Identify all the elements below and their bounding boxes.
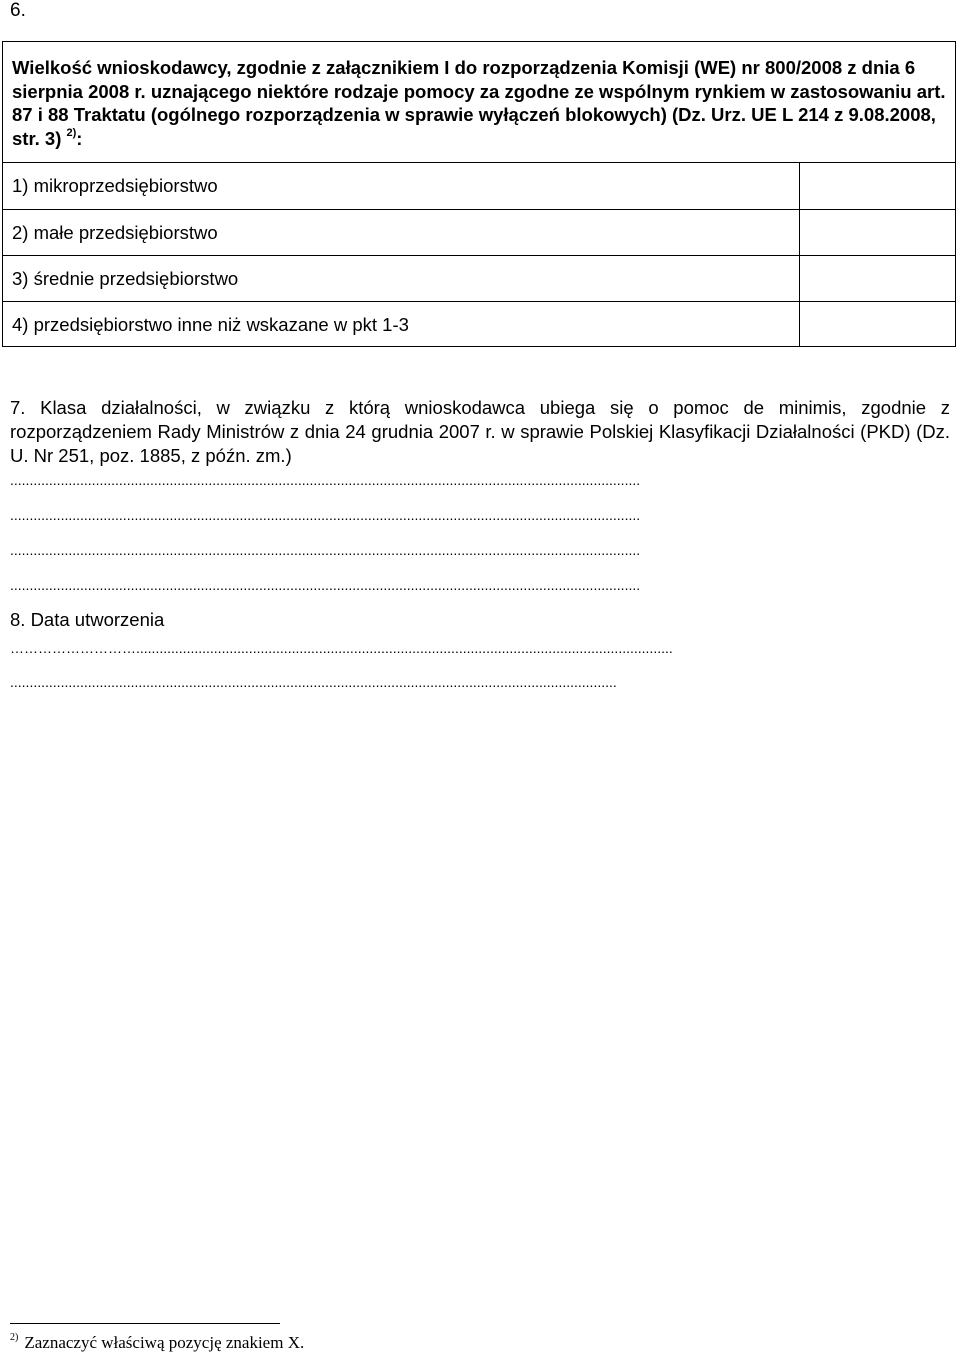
pkd-fill-line-3[interactable]: ..................................................................................................................................................................: [10, 542, 641, 558]
size-options: [3, 162, 955, 346]
pkd-fill-line-2[interactable]: ..................................................................................................................................................................: [10, 507, 641, 523]
pkd-fill-line-4[interactable]: ..................................................................................................................................................................: [10, 577, 641, 593]
option-label: 1) mikroprzedsiębiorstwo: [12, 175, 218, 196]
option-row: [3, 209, 955, 255]
option-checkbox-other[interactable]: [799, 301, 958, 347]
section-6-number: 6.: [10, 0, 26, 21]
option-label: 3) średnie przedsiębiorstwo: [12, 268, 239, 289]
footnote-ref: 2): [66, 127, 77, 140]
option-row: [3, 301, 955, 347]
footnote-text: Zaznaczyć właściwą pozycję znakiem X.: [24, 1333, 305, 1352]
footnote-marker: 2): [10, 1332, 19, 1343]
footnote-separator: [10, 1323, 280, 1324]
pkd-fill-line-1[interactable]: ..................................................................................................................................................................: [10, 472, 641, 488]
heading-text: Wielkość wnioskodawcy, zgodnie z załącznikiem I do rozporządzenia Komisji (WE) nr 800/2008 z dnia 6 sierpnia 2008 r. uznającego niektóre rodzaje pomocy za zgodne ze wspólnym rynkiem w zastosowaniu art. 87 i 88 Traktatu (ogólnego rozporządzenia w sprawie wyłączeń blokowych) (Dz. Urz. UE L 214 z 9.08.2008, str. 3): [12, 57, 946, 149]
applicant-size-heading: [12, 56, 950, 150]
footnote: [10, 1333, 304, 1353]
option-checkbox-medium[interactable]: [799, 255, 958, 301]
heading-colon: :: [76, 127, 83, 149]
option-row: [3, 163, 955, 209]
option-row: [3, 255, 955, 301]
option-label: 4) przedsiębiorstwo inne niż wskazane w pkt 1-3: [12, 314, 409, 335]
section-7-text: 7. Klasa działalności, w związku z którą wnioskodawca ubiega się o pomoc de minimis, zgodnie z rozporządzeniem Rady Ministrów z dnia 24 grudnia 2007 r. w sprawie Polskiej Klasyfikacji Działalności (PKD) (Dz. U. Nr 251, poz. 1885, z późn. zm.): [10, 397, 950, 466]
option-checkbox-small[interactable]: [799, 209, 958, 255]
option-label: 2) małe przedsiębiorstwo: [12, 222, 218, 243]
applicant-size-box: [2, 41, 956, 347]
option-checkbox-micro[interactable]: [799, 162, 958, 209]
creation-date-fill-line-2[interactable]: ............................................................................................................................................................: [10, 674, 617, 690]
section-8-label: 8. Data utworzenia: [10, 609, 165, 630]
creation-date-fill-line-1[interactable]: ………………………..........................................................................................................................................: [10, 640, 673, 656]
